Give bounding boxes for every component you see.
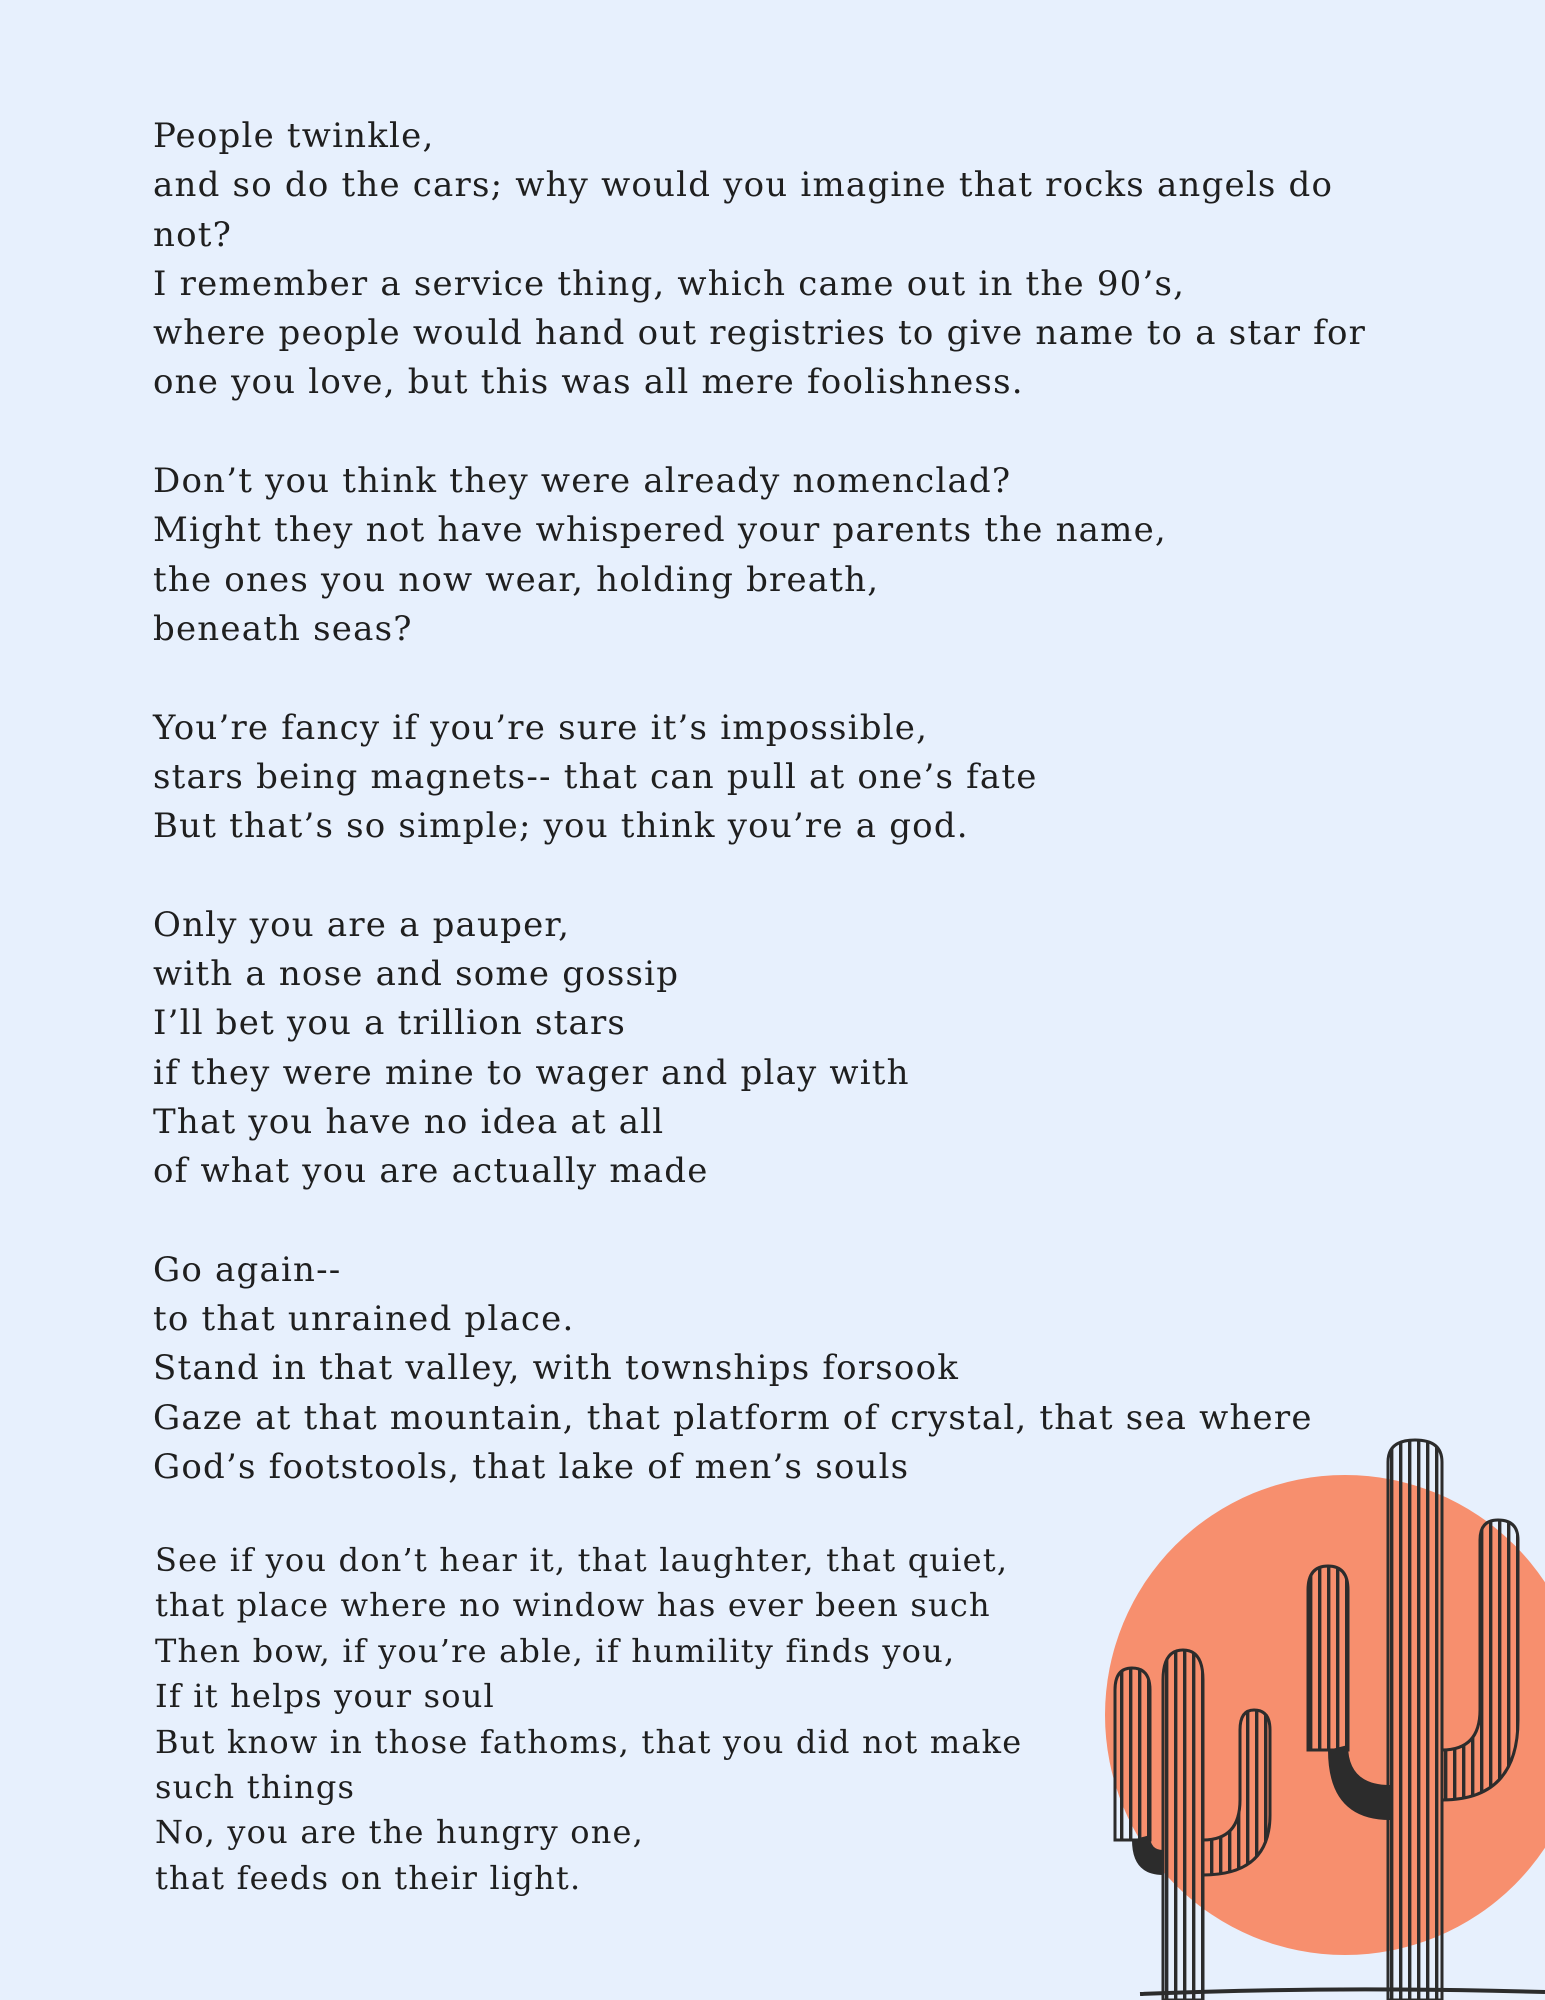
poem-line: I remember a service thing, which came out in the 90’s, (153, 263, 1186, 304)
poem-line: Gaze at that mountain, that platform of crystal, that sea where (153, 1397, 1313, 1438)
poem-body (153, 112, 1383, 1492)
poem-line: Go again-- (153, 1249, 342, 1290)
poem-line: Might they not have whispered your parents the name, (153, 510, 1167, 551)
poem-line: If it helps your soul (155, 1677, 495, 1716)
stanza-4 (153, 901, 1383, 1197)
stanza-3 (153, 704, 1383, 852)
poem-line: the ones you now wear, holding breath, (153, 559, 880, 600)
poem-line: with a nose and some gossip (153, 954, 680, 995)
poem-line: You’re fancy if you’re sure it’s impossible, (153, 707, 929, 748)
stanza-gap (153, 1197, 1383, 1246)
stanza-1 (153, 112, 1383, 408)
stanza-gap (153, 851, 1383, 900)
poem-line: of what you are actually made (153, 1151, 709, 1192)
poem-line: But that’s so simple; you think you’re a god. (153, 806, 969, 847)
stanza-6 (155, 1538, 1022, 1901)
poem-line: But know in those fathoms, that you did not make (155, 1722, 1023, 1761)
poem-line: See if you don’t hear it, that laughter, that quiet, (155, 1541, 1009, 1579)
poem-line: That you have no idea at all (153, 1101, 665, 1142)
poem-line: and so do the cars; why would you imagine that rocks angels do (153, 165, 1334, 206)
cactus-sun-illustration (1030, 1420, 1545, 2000)
poem-line: if they were mine to wager and play with (153, 1052, 910, 1093)
poem-line: that place where no window has ever been such (155, 1586, 991, 1625)
poem-line: Only you are a pauper, (153, 904, 571, 945)
poem-line: People twinkle, (153, 116, 435, 156)
poem-line: I’ll bet you a trillion stars (153, 1003, 627, 1044)
poem-line: Then bow, if you’re able, if humility finds you, (155, 1631, 956, 1670)
stanza-gap (153, 654, 1383, 703)
poem-line: such things (155, 1768, 356, 1807)
stanza-gap (153, 408, 1383, 457)
poem-line: stars being magnets-- that can pull at one’s fate (153, 756, 1038, 797)
poem-line: Don’t you think they were already nomenclad? (153, 461, 1012, 502)
poem-line: where people would hand out registries to give name to a star for (153, 313, 1367, 354)
poem-line: beneath seas? (153, 608, 413, 649)
poem-line: to that unrained place. (153, 1299, 575, 1340)
poem-line: God’s footstools, that lake of men’s souls (153, 1447, 910, 1488)
stanza-2 (153, 457, 1383, 654)
poem-line: No, you are the hungry one, (155, 1813, 645, 1852)
poem-line: that feeds on their light. (155, 1858, 582, 1897)
poem-line: Stand in that valley, with townships forsook (153, 1348, 960, 1389)
poem-line: one you love, but this was all mere foolishness. (153, 362, 1024, 403)
cactus-sun-icon (1030, 1420, 1545, 2000)
poem-line: not? (153, 214, 233, 255)
